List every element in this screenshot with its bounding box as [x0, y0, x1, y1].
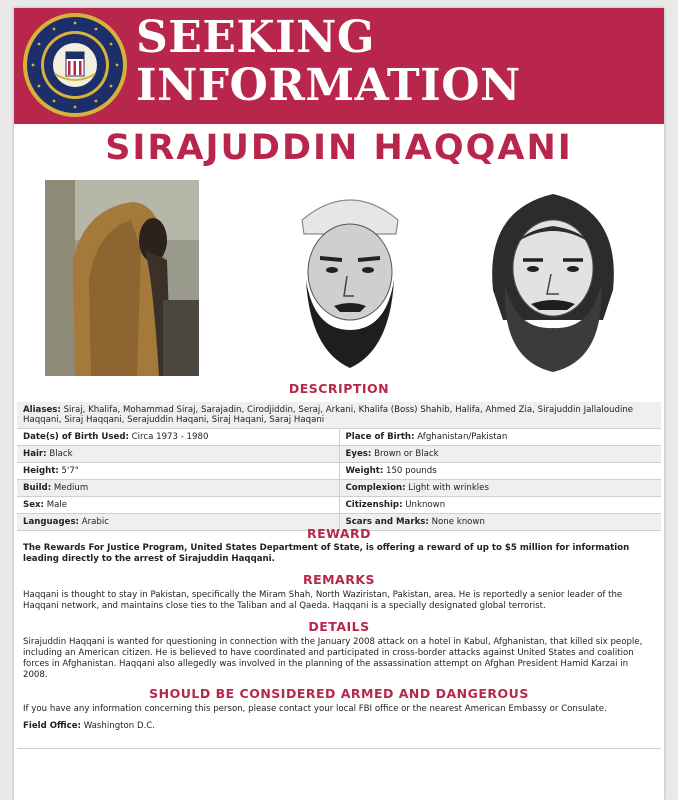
- field-label: Height:: [23, 466, 59, 476]
- remarks-text: Haqqani is thought to stay in Pakistan, specifically the Miram Shah, North Waziristan, Pakistan, area. He is reportedly a senior leader of the Haqqani network, and maintains close ties to the Taliban and al Qaeda. Haqqani is a specially designated global terrorist.: [23, 590, 623, 611]
- details-heading: DETAILS: [308, 619, 370, 634]
- field-value: Light with wrinkles: [408, 483, 489, 493]
- description-field: [17, 429, 339, 445]
- contact-text: If you have any information concerning this person, please contact your local FBI office or the nearest American Embassy or Consulate.: [23, 704, 607, 714]
- description-row: [17, 446, 661, 463]
- field-value: None known: [431, 517, 485, 527]
- aliases-row: [17, 402, 661, 429]
- field-value: 5'7": [61, 466, 79, 476]
- field-label: Weight:: [345, 466, 384, 476]
- field-value: Black: [49, 449, 73, 459]
- aliases-label: Aliases:: [23, 405, 61, 415]
- field-label: Date(s) of Birth Used:: [23, 432, 129, 442]
- subject-photo: [45, 180, 199, 376]
- description-row: [17, 480, 661, 497]
- heading-line-2: INFORMATION: [136, 60, 521, 111]
- field-value: Unknown: [405, 500, 446, 510]
- description-row: [17, 497, 661, 514]
- description-rows: [17, 429, 661, 531]
- description-field: [17, 480, 339, 496]
- field-office: [23, 721, 655, 732]
- wanted-poster: [14, 8, 664, 800]
- reward-heading: REWARD: [306, 526, 372, 541]
- footer-divider: [17, 748, 661, 749]
- field-label: Sex:: [23, 500, 44, 510]
- heading-line-1: SEEKING: [136, 12, 375, 63]
- description-field: [339, 463, 662, 479]
- reward-text: The Rewards For Justice Program, United States Department of State, is offering a reward of up to $5 million for information leading directly to the arrest of Sirajuddin Haqqani.: [23, 543, 630, 564]
- field-label: Eyes:: [345, 449, 372, 459]
- field-label: Citizenship:: [345, 500, 403, 510]
- field-value: Male: [46, 500, 68, 510]
- field-value: Afghanistan/Pakistan: [417, 432, 508, 442]
- field-value: Medium: [53, 483, 89, 493]
- description-field: [17, 463, 339, 479]
- description-field: [17, 497, 339, 513]
- field-office-label: Field Office:: [23, 721, 81, 731]
- field-value: Brown or Black: [374, 449, 439, 459]
- page-heading: [136, 14, 521, 110]
- field-value: 150 pounds: [386, 466, 437, 476]
- description-heading: DESCRIPTION: [288, 381, 390, 396]
- description-row: [17, 429, 661, 446]
- header-banner: [14, 8, 664, 124]
- subject-sketch-1: [280, 180, 420, 376]
- description-field: [339, 480, 662, 496]
- details-text: Sirajuddin Haqqani is wanted for questioning in connection with the January 2008 attack on a hotel in Kabul, Afghanistan, that killed six people, including an American citizen. He is believed to have coordinated and participated in cross-border attacks against United States and coalition forces in Afghanistan. Haqqani also allegedly was involved in the planning of the assassination attempt on Afghan President Hamid Karzai in 2008.: [23, 637, 643, 680]
- armed-dangerous-warning: SHOULD BE CONSIDERED ARMED AND DANGEROUS: [149, 686, 529, 701]
- field-value: Circa 1973 - 1980: [131, 432, 209, 442]
- field-label: Place of Birth:: [345, 432, 415, 442]
- description-table: [17, 402, 661, 531]
- field-label: Scars and Marks:: [345, 517, 429, 527]
- field-office-value: Washington D.C.: [83, 721, 156, 731]
- description-field: [339, 429, 662, 445]
- field-label: Complexion:: [345, 483, 406, 493]
- description-field: [339, 497, 662, 513]
- description-field: [17, 446, 339, 462]
- description-field: [339, 446, 662, 462]
- subject-sketch-2: [479, 180, 627, 376]
- subject-name: SIRAJUDDIN HAQQANI: [105, 128, 573, 168]
- field-label: Hair:: [23, 449, 47, 459]
- aliases-value: Siraj, Khalifa, Mohammad Siraj, Sarajadin, Cirodjiddin, Seraj, Arkani, Khalifa (Boss) Shahib, Halifa, Ahmed Zia, Sirajuddin Jallaloudine Haqqani, Siraj Haqqani, Serajuddin Haqani, Siraj Haqani, Saraj Haqani: [23, 405, 634, 425]
- field-label: Languages:: [23, 517, 79, 527]
- field-value: Arabic: [81, 517, 109, 527]
- description-row: [17, 463, 661, 480]
- fbi-seal-icon: [22, 12, 128, 118]
- remarks-heading: REMARKS: [302, 572, 376, 587]
- field-label: Build:: [23, 483, 52, 493]
